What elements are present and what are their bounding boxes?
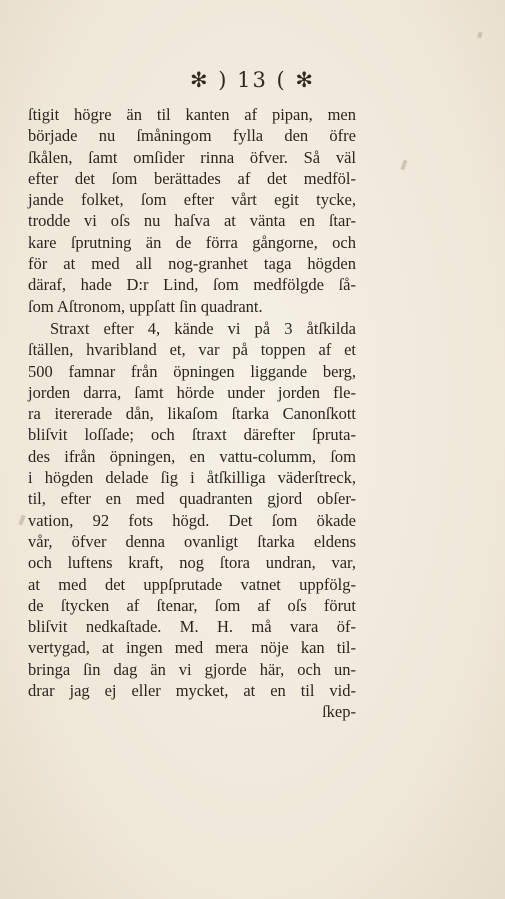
catchword: ſkep-	[322, 702, 356, 722]
text-line: 500 famnar från öpningen liggande berg,	[28, 361, 356, 381]
text-line: jorden darra, ſamt hörde under jorden fle-	[28, 382, 356, 402]
text-line: trodde vi oſs nu haſva at vänta en ſtar-	[28, 211, 356, 231]
margin-mark	[18, 515, 25, 526]
text-line: ſtigit högre än til kanten af pipan, men	[28, 105, 356, 124]
text-line: des ifrån öpningen, en vattu-columm, ſom	[28, 446, 356, 466]
text-line: vår, öfver denna ovanligt ſtarka eldens	[28, 531, 356, 551]
text-line: ſkålen, ſamt omſider rinna öfver. Så väl	[28, 147, 356, 167]
text-line: i högden delade ſig i åtſkilliga väderſtreck,	[28, 468, 356, 488]
paragraph-1	[28, 104, 356, 317]
text-line: ra itererade dån, likaſom ſtarka Canonſkott	[28, 404, 356, 424]
text-line: at med det uppſprutade vatnet uppfölg-	[28, 574, 356, 594]
text-line: Straxt efter 4, kände vi på 3 åtſkilda	[50, 319, 356, 338]
text-line: ſom Aſtronom, uppſatt ſin quadrant.	[28, 296, 263, 316]
text-line: ſtällen, hvaribland et, var på toppen af et	[28, 340, 356, 360]
text-line: däraf, hade D:r Lind, ſom medfölgde ſå-	[28, 275, 356, 295]
text-line: började nu ſmåningom fylla den öfre	[28, 126, 356, 146]
page-header: ✻ ) 13 ( ✻	[190, 68, 315, 92]
margin-mark	[400, 160, 407, 171]
text-line: efter det ſom berättades af det medföl-	[28, 168, 356, 188]
text-line: bringa ſin dag än vi gjorde här, och un-	[28, 659, 356, 679]
text-line: bliſvit nedkaſtade. M. H. må vara öf-	[28, 617, 356, 637]
margin-mark	[477, 31, 483, 38]
text-line: och luftens kraft, nog ſtora undran, var,	[28, 553, 356, 573]
text-line: för at med all nog-granhet taga högden	[28, 254, 356, 274]
paragraph-2	[28, 318, 356, 723]
text-line: til, efter en med quadranten gjord obſer-	[28, 489, 356, 509]
text-line: drar jag ej eller mycket, at en til vid-	[28, 681, 356, 701]
text-line: vertygad, at ingen med mera nöje kan til-	[28, 638, 356, 658]
text-line: jande folket, ſom efter vårt egit tycke,	[28, 190, 356, 210]
text-line: de ſtycken af ſtenar, ſom af oſs förut	[28, 595, 356, 615]
text-line: bliſvit loſſade; och ſtraxt därefter ſpruta-	[28, 425, 356, 445]
text-line: kare ſprutning än de förra gångorne, och	[28, 232, 356, 252]
text-line: vation, 92 fots högd. Det ſom ökade	[28, 510, 356, 530]
